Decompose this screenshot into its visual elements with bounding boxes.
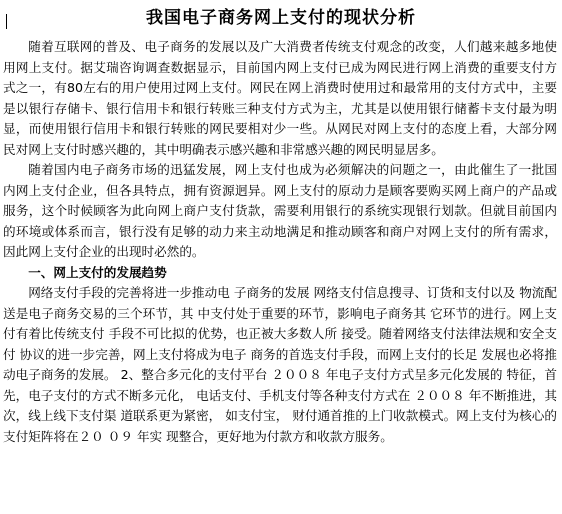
paragraph-intro: 随着互联网的普及、电子商务的发展以及广大消费者传统支付观念的改变，人们越来越多地使用网上支付。据艾瑞咨询调查数据显示，目前国内网上支付已成为网民进行网上消费的重要支付方式之一，有80左右的用户使用过网上支付。网民在网上消费时使用过和最常用的支付方式中，主要是以银行存储卡、银行信用卡和银行转账三种支付方式为主，尤其是以使用银行储蓄卡支付最为明显，而使用银行信用卡和银行转账的网民要相对少一些。从网民对网上支付的态度上看，大部分网民对网上支付时感兴趣的，其中明确表示感兴趣和非常感兴趣的网民明显居多。 [3,39,557,157]
paragraph-trend: 网络支付手段的完善将进一步推动电 子商务的发展 网络支付信息搜寻、订货和支付以及 物流配送是电子商务交易的三个环节，其 中支付处于重要的环节，影响电子商务其 它环节的进行。网上支付有着比传统支付 手段不可比拟的优势，也正被大多数人所 接受。随着网络支付法律法规和安全支付 协议的进一步完善，网上支付将成为电子 商务的首选支付手段，而网上支付的长足 发展也必将推动电子商务的发展。 2、整合多元化的支付平台 ２００８ 年电子支付方式呈多元化发展的 特征，首先，电子支付的方式不断多元化， 电话支付、手机支付等各种支付方式在 ２００８ 年不断推进，其次，线上线下支付渠 道联系更为紧密， 如支付宝， 财付通首推的上门收款模式。网上支付为核心的支付矩阵将在２０ ０９ 年实 现整合，更好地为付款方和收款方服务。 [3,285,557,444]
document-body [3,37,557,447]
section-heading: 一、网上支付的发展趋势 [28,264,167,280]
document-title: 我国电子商务网上支付的现状分析 [146,8,416,28]
paragraph-market: 随着国内电子商务市场的迅猛发展，网上支付也成为必须解决的问题之一，由此催生了一批国内网上支付企业，但各具特点，拥有资源迥异。网上支付的原动力是顾客要购买网上商户的产品或服务，这个时候顾客为此向网上商户支付货款，需要利用银行的系统实现银行划款。但就目前国内的环境或体系而言，银行没有足够的动力来主动地满足和推动顾客和商户对网上支付的所有需求，因此网上支付企业的出现时必然的。 [3,162,557,259]
